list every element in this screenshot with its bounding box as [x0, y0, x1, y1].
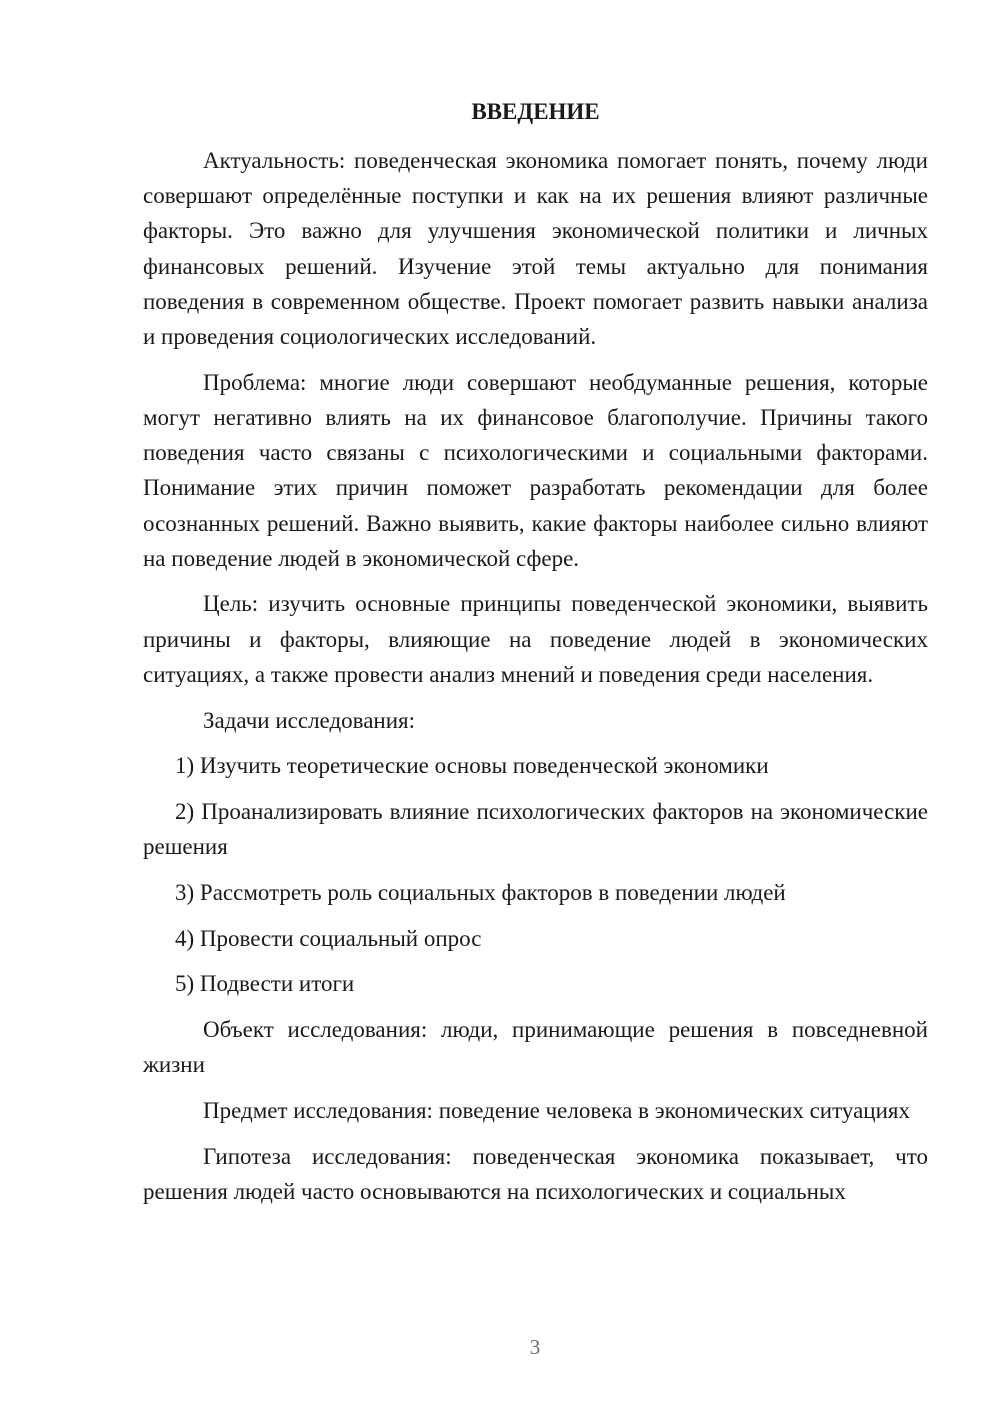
tasks-heading: Задачи исследования: [203, 707, 416, 733]
hypothesis-paragraph: Гипотеза исследования: поведенческая экономика показывает, что решения людей часто основываются на психологических и социальных [143, 1143, 928, 1204]
task-item: 4) Провести социальный опрос [175, 925, 482, 951]
page-content [143, 94, 928, 1219]
object-paragraph: Объект исследования: люди, принимающие решения в повседневной жизни [143, 1016, 928, 1078]
subject-paragraph: Предмет исследования: поведение человека в экономических ситуациях [203, 1097, 910, 1123]
tasks-list [143, 748, 928, 1001]
task-item: 2) Проанализировать влияние психологических факторов на экономические решения [143, 798, 928, 860]
page-title: ВВЕДЕНИЕ [471, 99, 600, 124]
task-item: 1) Изучить теоретические основы поведенческой экономики [175, 753, 769, 779]
goal-paragraph: Цель: изучить основные принципы поведенческой экономики, выявить причины и факторы, влияющие на поведение людей в экономических ситуациях, а также провести анализ мнений и поведения среди населения. [143, 591, 928, 687]
task-item: 5) Подвести итоги [175, 971, 355, 997]
relevance-paragraph: Актуальность: поведенческая экономика помогает понять, почему люди совершают определённые поступки и как на их решения влияют различные факторы. Это важно для улучшения экономической политики и личных финансовых решений. Изучение этой темы актуально для понимания поведения в современном обществе. Проект помогает развить навыки анализа и проведения социологических исследований. [143, 148, 928, 350]
problem-paragraph: Проблема: многие люди совершают необдуманные решения, которые могут негативно влиять на их финансовое благополучие. Причины такого поведения часто связаны с психологическими и социальными факторами. Понимание этих причин поможет разработать рекомендации для более осознанных решений. Важно выявить, какие факторы наиболее сильно влияют на поведение людей в экономической сфере. [143, 369, 928, 571]
task-item: 3) Рассмотреть роль социальных факторов в поведении людей [175, 879, 786, 905]
page-number: 3 [529, 1335, 541, 1359]
